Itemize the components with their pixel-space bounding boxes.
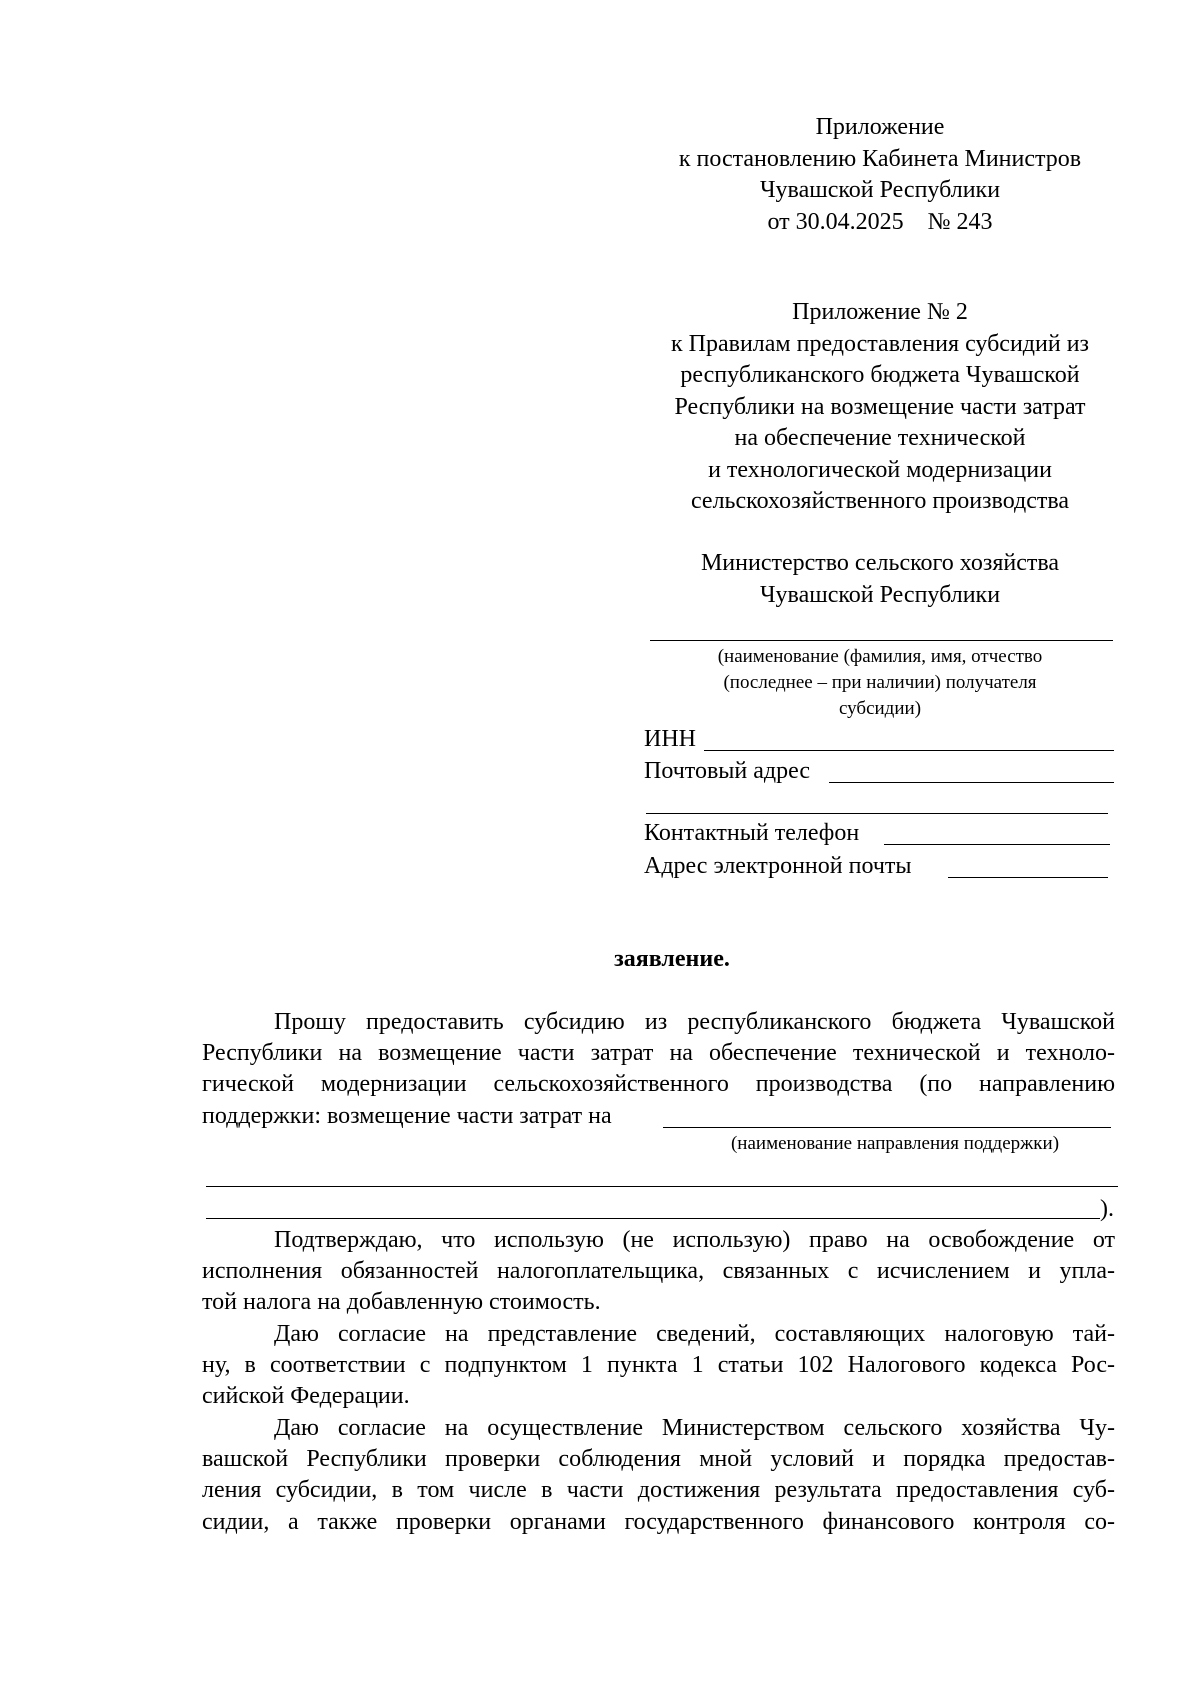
paragraph-inspection-consent: Даю согласие на осуществление Министерством сельского хозяйства Чу- вашской Республики проверки соблюдения мной условий и порядка предостав- ления субсидии, в том числе в части достижения результата предоставления суб- сидии, а также проверки органами государственного финансового контроля со-	[202, 1415, 1115, 1535]
phone-label: Контактный телефон	[644, 820, 860, 846]
inn-label: ИНН	[644, 726, 696, 752]
annex-header	[648, 297, 1112, 518]
inn-field[interactable]	[704, 750, 1114, 751]
postal-address-label: Почтовый адрес	[644, 758, 811, 784]
support-direction-field-line-2[interactable]	[206, 1186, 1118, 1187]
postal-address-field-line-2[interactable]	[646, 813, 1108, 814]
annex-line: сельскохозяйственного производства	[690, 488, 1070, 514]
approval-line-3: Чувашской Республики	[759, 177, 1001, 203]
recipient-name-field[interactable]	[650, 640, 1113, 641]
email-label: Адрес электронной почты	[644, 853, 912, 879]
annex-title: Приложение № 2	[792, 299, 968, 325]
phone-field[interactable]	[884, 844, 1110, 845]
approval-date-number: от 30.04.2025 № 243	[767, 208, 993, 235]
postal-address-field[interactable]	[829, 782, 1114, 783]
addressee	[648, 548, 1112, 611]
approval-header	[640, 112, 1120, 238]
inn-row	[644, 724, 1114, 754]
approval-line-2: к постановлению Кабинета Министров	[678, 145, 1082, 172]
statement-title: заявление.	[614, 946, 730, 972]
paragraph-vat: Подтверждаю, что использую (не использую) право на освобождение от исполнения обязанностей налогоплательщика, связанных с исчислением и упла- той налога на добавленную стоимость.	[202, 1227, 1115, 1316]
postal-address-row	[644, 756, 1114, 786]
annex-line: Республики на возмещение части затрат	[674, 393, 1086, 420]
support-direction-field[interactable]	[663, 1127, 1111, 1128]
approval-line-1: Приложение	[815, 114, 945, 140]
phone-row	[644, 818, 1110, 848]
annex-line: на обеспечение технической	[734, 425, 1026, 451]
recipient-name-note: (наименование (фамилия, имя, отчество (последнее – при наличии) получателя субсидии)	[717, 646, 1043, 719]
email-field[interactable]	[948, 877, 1108, 878]
email-row	[644, 851, 1108, 881]
annex-line: к Правилам предоставления субсидий из	[670, 330, 1090, 357]
paragraph-request: Прошу предоставить субсидию из республиканского бюджета Чувашской Республики на возмещение части затрат на обеспечение технической и техноло- гической модернизации сельскохозяйственного производства (по направлению поддержки: возмещение части затрат на	[202, 1009, 1115, 1129]
support-direction-note: (наименование направления поддержки)	[730, 1133, 1060, 1154]
ministry-line-1: Министерство сельского хозяйства	[700, 550, 1060, 576]
ministry-line-2: Чувашской Республики	[759, 581, 1001, 608]
paragraph-tax-secret-consent: Даю согласие на представление сведений, составляющих налоговую тай- ну, в соответствии с подпунктом 1 пункта 1 статьи 102 Налогового кодекса Рос- сийской Федерации.	[202, 1321, 1115, 1410]
annex-line: республиканского бюджета Чувашской	[680, 362, 1080, 388]
support-direction-field-line-3[interactable]	[206, 1218, 1100, 1219]
annex-line: и технологической модернизации	[708, 456, 1052, 483]
closing-bracket: ).	[1100, 1196, 1114, 1222]
